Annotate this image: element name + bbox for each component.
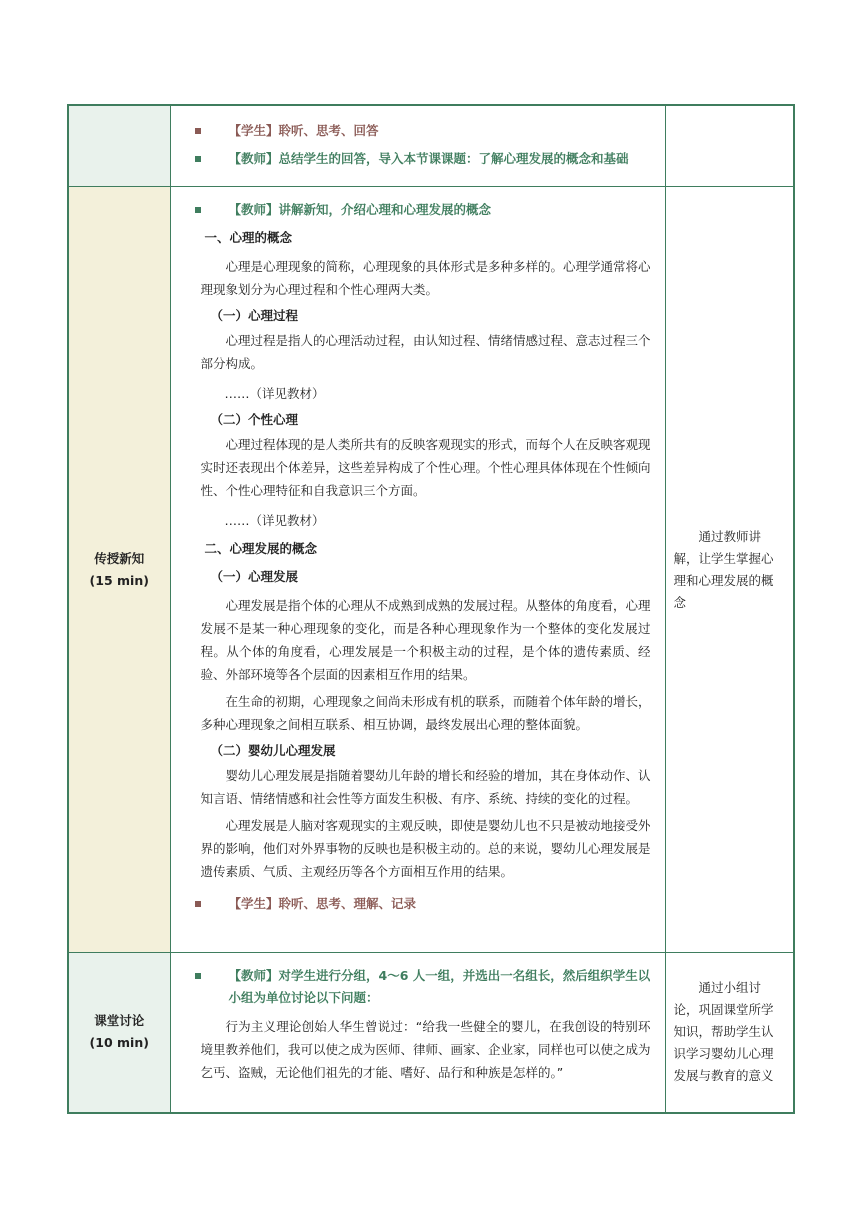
see-textbook-note: ……（详见教材） bbox=[224, 513, 325, 528]
subsection-heading: （一）心理发展 bbox=[210, 569, 299, 584]
square-bullet-icon bbox=[195, 156, 201, 162]
phase-time: (15 min) bbox=[89, 572, 149, 588]
section-heading: 一、心理的概念 bbox=[204, 230, 293, 245]
table-row bbox=[68, 105, 794, 187]
subsection-heading: （二）个性心理 bbox=[210, 412, 299, 427]
content-cell bbox=[170, 105, 665, 187]
see-textbook-note: ……（详见教材） bbox=[224, 386, 325, 401]
square-bullet-icon bbox=[195, 207, 201, 213]
phase-cell bbox=[68, 105, 170, 187]
notes-cell: 通过小组讨论，巩固课堂所学知识，帮助学生认识学习婴幼儿心理发展与教育的意义 bbox=[665, 953, 794, 1113]
content-cell bbox=[170, 953, 665, 1113]
paragraph: 心理过程体现的是人类所共有的反映客观现实的形式，而每个人在反映客观现实时还表现出个体差异，这些差异构成了个性心理。个性心理具体体现在个性倾向性、个性心理特征和自我意识三个方面。 bbox=[200, 437, 651, 498]
notes-cell bbox=[665, 105, 794, 187]
teacher-activity-bullet: 【教师】总结学生的回答，导入本节课课题：了解心理发展的概念和基础 bbox=[193, 148, 651, 170]
phase-cell bbox=[68, 187, 170, 953]
content-cell bbox=[170, 187, 665, 953]
subsection-heading: （一）心理过程 bbox=[210, 308, 299, 323]
table-row bbox=[68, 953, 794, 1113]
square-bullet-icon bbox=[195, 128, 201, 134]
paragraph: 婴幼儿心理发展是指随着婴幼儿年龄的增长和经验的增加，其在身体动作、认知言语、情绪情感和社会性等方面发生积极、有序、系统、持续的变化的过程。 bbox=[200, 768, 651, 806]
table-row bbox=[68, 187, 794, 953]
teacher-activity-bullet: 【教师】讲解新知，介绍心理和心理发展的概念 bbox=[193, 199, 651, 221]
teacher-activity-bullet: 【教师】对学生进行分组，4～6 人一组，并选出一名组长，然后组织学生以小组为单位讨论以下问题： bbox=[193, 965, 651, 1009]
paragraph: 心理过程是指人的心理活动过程，由认知过程、情绪情感过程、意志过程三个部分构成。 bbox=[200, 333, 651, 371]
phase-time: (10 min) bbox=[89, 1035, 149, 1051]
student-activity-bullet: 【学生】聆听、思考、理解、记录 bbox=[193, 893, 651, 915]
phase-name: 课堂讨论 bbox=[94, 1013, 145, 1029]
phase-cell bbox=[68, 953, 170, 1113]
student-activity-bullet: 【学生】聆听、思考、回答 bbox=[193, 120, 651, 142]
phase-name: 传授新知 bbox=[94, 550, 145, 566]
square-bullet-icon bbox=[195, 973, 201, 979]
paragraph: 心理是心理现象的简称，心理现象的具体形式是多种多样的。心理学通常将心理现象划分为心理过程和个性心理两大类。 bbox=[200, 259, 651, 297]
notes-cell: 通过教师讲解，让学生掌握心理和心理发展的概念 bbox=[665, 187, 794, 953]
section-heading: 二、心理发展的概念 bbox=[204, 541, 318, 556]
lesson-plan-table bbox=[67, 104, 795, 1114]
paragraph: 心理发展是指个体的心理从不成熟到成熟的发展过程。从整体的角度看，心理发展不是某一种心理现象的变化，而是各种心理现象作为一个整体的变化发展过程。从个体的角度看，心理发展是一个积极主动的过程，是个体的遗传素质、经验、外部环境等各个层面的因素相互作用的结果。 bbox=[200, 598, 651, 682]
paragraph: 在生命的初期，心理现象之间尚未形成有机的联系，而随着个体年龄的增长，多种心理现象之间相互联系、相互协调，最终发展出心理的整体面貌。 bbox=[200, 694, 651, 732]
square-bullet-icon bbox=[195, 901, 201, 907]
paragraph: 心理发展是人脑对客观现实的主观反映，即使是婴幼儿也不只是被动地接受外界的影响，他们对外界事物的反映也是积极主动的。总的来说，婴幼儿心理发展是遗传素质、气质、主观经历等各个方面相互作用的结果。 bbox=[200, 818, 651, 879]
quote-paragraph: 行为主义理论创始人华生曾说过：“给我一些健全的婴儿，在我创设的特别环境里教养他们，我可以使之成为医师、律师、画家、企业家，同样也可以使之成为乞丐、盗贼，无论他们祖先的才能、嗜好、品行和种族是怎样的。” bbox=[200, 1019, 651, 1080]
subsection-heading: （二）婴幼儿心理发展 bbox=[210, 743, 336, 758]
